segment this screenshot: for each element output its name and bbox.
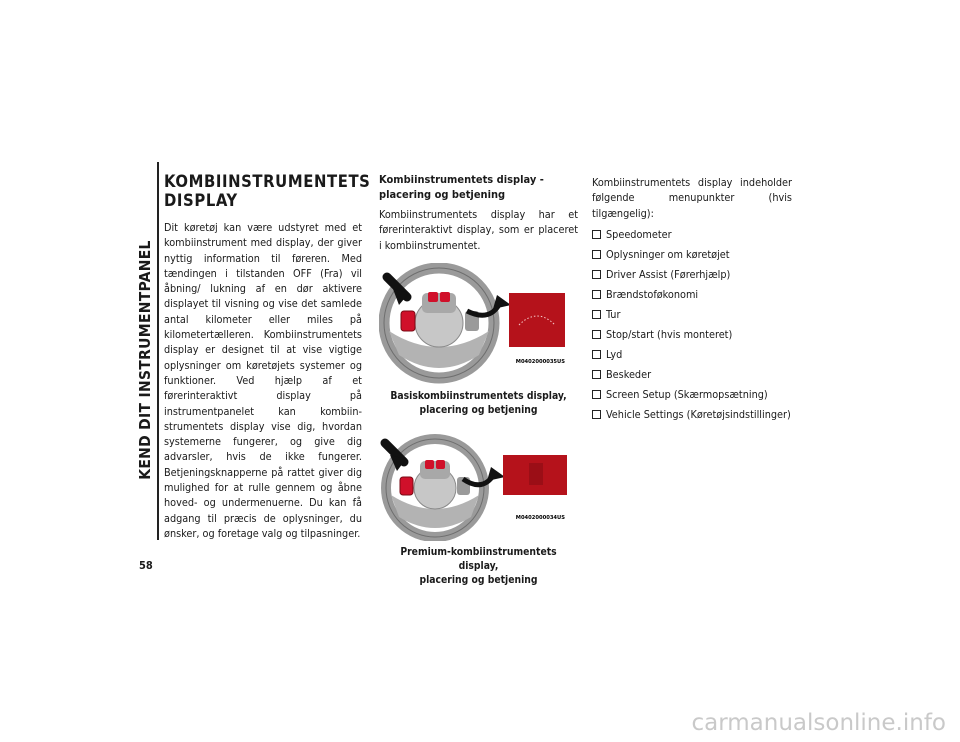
section-subheading: Kombiinstrumentets display - placering og betjening [379,173,544,201]
intro-paragraph: Dit køretøj kan være udstyret med et kombiinstrument med display, der giver nyttig information til føreren. Med tændingen i tilstanden OFF (Fra) vil åbning/ lukning af en dør aktivere displayet til visning og vise det samlede antal kilometer eller miles på kilometertælleren. Kombiinstrumentets display er designet til at vise vigtige oplysninger om køretøjets systemer og funktioner. Ved hjælp af et førerinteraktivt display på instrumentpanelet kan kombiinstrumentets display vise dig, hvordan systemerne fungerer, og give dig advarsler, hvis de ikke fungerer. Betjeningsknapperne på rattet giver dig mulighed for at rulle gennem og åbne hoved- og undermenuerne. Du kan få adgang til præcis de oplysninger, du ønsker, og foretage valg og tilpasninger. [164,221,362,540]
checkbox-square-icon [592,370,601,379]
list-item: Vehicle Settings (Køretøjsindstillinger) [592,405,792,425]
list-item: Lyd [592,345,792,365]
checkbox-square-icon [592,330,601,339]
checkbox-square-icon [592,230,601,239]
checkbox-square-icon [592,250,601,259]
page-number: 58 [139,559,153,572]
steering-wheel-basic-illustration [379,263,578,385]
figure-caption-basic: Basiskombiinstrumentets display, placering og betjening [390,389,567,416]
column-intro [164,172,371,541]
column-menu-items [592,175,792,425]
list-item: Driver Assist (Førerhjælp) [592,265,792,285]
checkbox-square-icon [592,310,601,319]
watermark: carmanualsonline.info [691,710,946,736]
steering-wheel-premium-illustration [379,433,578,541]
figure-basic-cluster [379,263,578,417]
list-item: Screen Setup (Skærmopsætning) [592,385,792,405]
section-title-vertical: KEND DIT INSTRUMENTPANEL [136,240,154,480]
menu-item-list [592,225,792,425]
figure-premium-cluster [379,433,578,587]
menu-intro: Kombiinstrumentets display indeholder følgende menupunkter (hvis tilgængelig): [592,176,792,220]
checkbox-square-icon [592,410,601,419]
checkbox-square-icon [592,390,601,399]
list-item: Beskeder [592,365,792,385]
column-placement [379,172,578,587]
list-item: Tur [592,305,792,325]
list-item: Brændstoføkonomi [592,285,792,305]
list-item: Oplysninger om køretøjet [592,245,792,265]
page-heading: KOMBIINSTRUMENTETS DISPLAY [164,172,371,210]
figure-code-premium: M0402000034US [515,514,565,521]
list-item: Speedometer [592,225,792,245]
figure-caption-premium: Premium-kombiinstrumentets display, placering og betjening [400,545,557,586]
checkbox-square-icon [592,270,601,279]
checkbox-square-icon [592,290,601,299]
placement-paragraph: Kombiinstrumentets display har et førerinteraktivt display, som er placeret i kombiinstrumentet. [379,208,578,252]
checkbox-square-icon [592,350,601,359]
list-item: Stop/start (hvis monteret) [592,325,792,345]
figure-code-basic: M0402000035US [515,358,565,365]
section-divider [157,162,159,540]
